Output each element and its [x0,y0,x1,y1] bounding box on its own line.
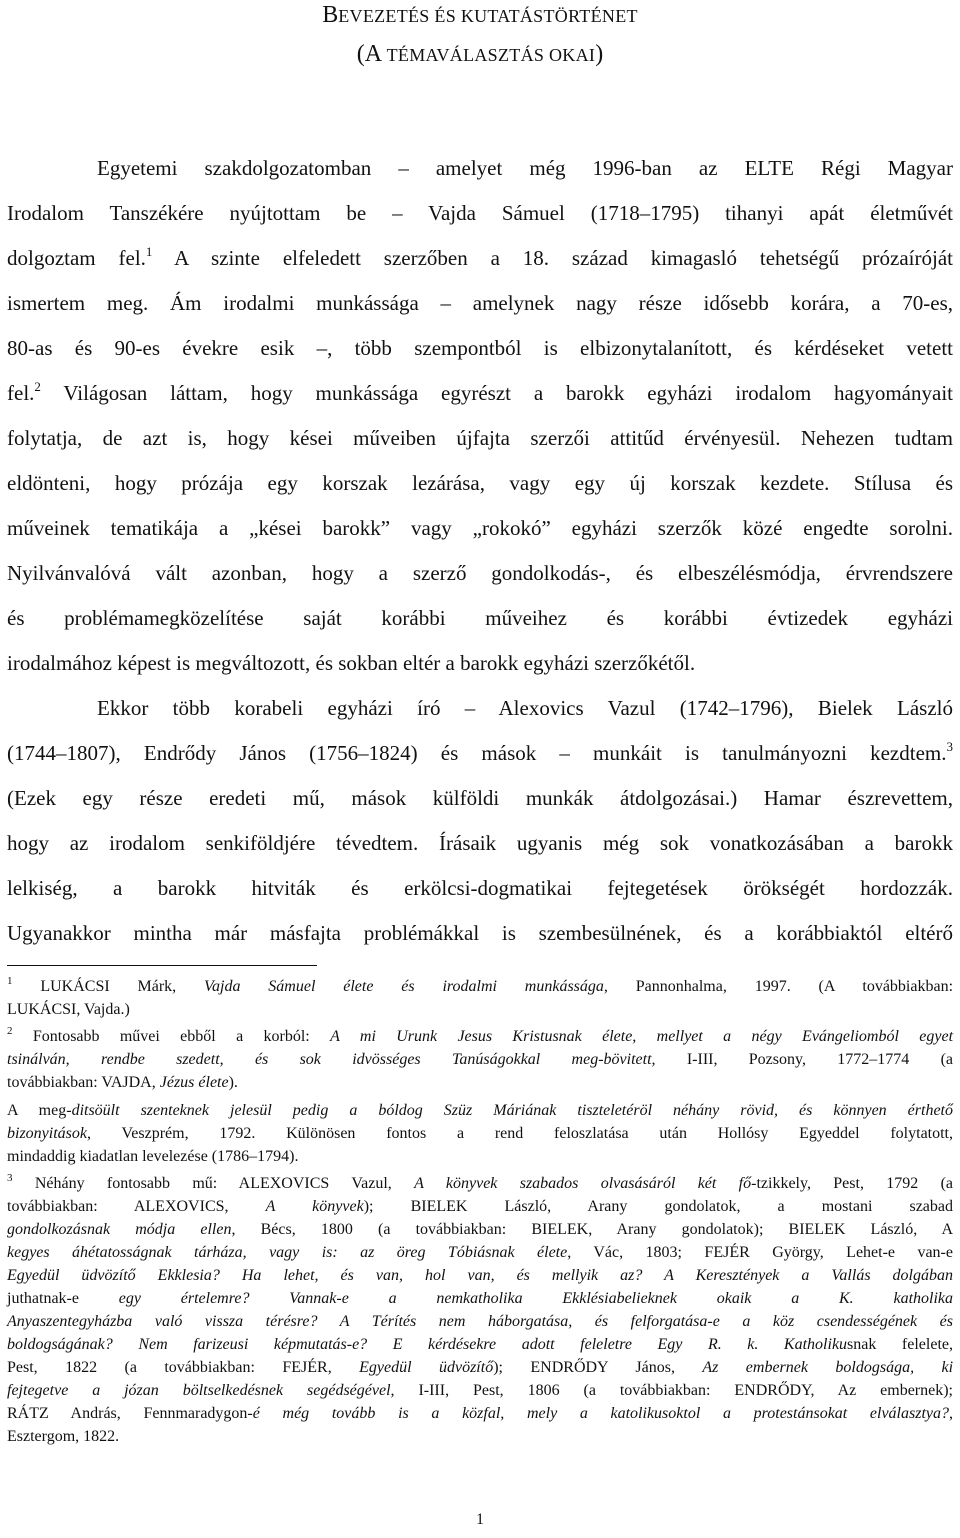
footnote-line: Esztergom, 1822. [7,1428,120,1445]
body-line: folytatja, de azt is, hogy kései műveiben újfajta szerzői attitűd érvényesül. Nehezen tudtam [7,426,953,450]
footnote-line: kegyes áhétatosságnak tárháza, vagy is: az öreg Tóbiásnak élete, Vác, 1803; FEJÉR György, Lehet-e van-e [7,1244,953,1261]
footnote-line: továbbiakban: VAJDA, Jézus élete). [7,1074,238,1091]
footnote-line: RÁTZ András, Fennmaradygon-é még tovább is a közfal, mely a katolikusoktol a protestánsokat elválasztya?, [7,1405,954,1422]
title-text: EVEZETÉS ÉS KUTATÁSTÖRTÉNET [338,6,638,26]
body-line: ismertem meg. Ám irodalmi munkássága – amelynek nagy része idősebb korára, a 70-es, [7,291,953,315]
body-line: Egyetemi szakdolgozatomban – amelyet még 1996-ban az ELTE Régi Magyar [97,156,953,180]
footnote-line: tsinálván, rendbe szedett, és sok idvösséges Tanúságokkal meg-bövitett, I-III, Pozsony, 1772–1774 (a [7,1051,953,1068]
footnote-divider [7,965,317,966]
footnote-line: LUKÁCSI, Vajda.) [7,1001,130,1018]
footnote-line: $^3$ Néhány fontosabb mű: ALEXOVICS Vazul, A könyvek szabados olvasásáról két fő-tzikkely, Pest, 1792 (a [7,1172,954,1192]
footnote-line: juthatnak-e egy értelemre? Vannak-e a nemkatholika Ekklésiabelieknek okaik a K. katholika [7,1290,954,1307]
footnote-line: A meg-ditsöült szenteknek jelesül pedig a bóldog Szüz Máriának tiszteletéröl néhány rövid, és könnyen érthető [7,1102,954,1119]
footnote-line: gondolkozásnak módja ellen, Bécs, 1800 (a továbbiakban: BIELEK, Arany gondolatok); BIELEK László, A [7,1221,953,1238]
footnote-ref[interactable]: 2 [34,379,41,394]
body-line: műveinek tematikája a „kései barokk” vagy „rokokó” egyházi szerzők közé engedte sorolni. [7,516,953,540]
body-line: 80-as és 90-es évekre esik –, több szempontból is elbizonytalanított, és kérdéseket vetett [7,336,953,360]
footnote-line: Pest, 1822 (a továbbiakban: FEJÉR, Egyedül üdvözítő); ENDRŐDY János, Az embernek boldogsága, ki [7,1359,954,1376]
footnote-number: 2 [7,1025,13,1037]
footnote-line: Egyedül üdvözítő Ekklesia? Ha lehet, és van, hol van, és mellyik az? A Keresztények a Vallás dolgában [7,1267,953,1284]
footnote-line: mindaddig kiadatlan levelezése (1786–1794). [7,1148,299,1165]
footnote-line: $^1$ LUKÁCSI Márk, Vajda Sámuel élete és irodalmi munkássága, Pannonhalma, 1997. (A továbbiakban: [7,975,954,995]
body-line: Irodalom Tanszékére nyújtottam be – Vajda Sámuel (1718–1795) tihanyi apát életművét [7,201,953,225]
body-line: Ekkor több korabeli egyházi író – Alexovics Vazul (1742–1796), Bielek László [97,696,953,720]
footnote-line: továbbiakban: ALEXOVICS, A könyvek); BIELEK László, Arany gondolatok, a mostani szabad [7,1198,954,1215]
subtitle-initial: A [364,41,383,67]
body-line: irodalmához képest is megváltozott, és sokban eltér a barokk egyházi szerzőkétől. [7,651,696,675]
footnote-number: 3 [7,1172,13,1184]
body-line: (Ezek egy része eredeti mű, mások külföldi munkák átdolgozásai.) Hamar észrevettem, [7,786,953,810]
footnote-line: boldogságának? Nem farizeusi képmutatás-e? E kérdésekre adott feleletre Egy R. k. Katholikusnak felelete, [7,1336,953,1353]
body-line: eldönteni, hogy prózája egy korszak lezárása, vagy egy új korszak kezdete. Stílusa és [7,471,953,495]
footnote-number: 1 [7,975,13,987]
title-initial: B [322,2,339,28]
footnote-line: fejtegetve a józan böltselkedésnek segédségével, I-III, Pest, 1806 (a továbbiakban: ENDRŐDY, Az embernek); [7,1382,953,1399]
subtitle-text: TÉMAVÁLASZTÁS OKAI [382,45,596,65]
footnote-ref[interactable]: 3 [946,739,953,754]
footnote-line: $^2$ Fontosabb művei ebből a korból: A mi Urunk Jesus Kristusnak élete, mellyet a négy Evángeliomból egyet [7,1025,954,1045]
body-line: és problémamegközelítése saját korábbi műveihez és korábbi évtizedek egyházi [7,606,953,630]
chapter-subtitle [0,41,960,68]
body-line: dolgoztam fel.$^1$ A szinte elfeledett szerzőben a 18. század kimagasló tehetségű prózaíróját [7,244,953,270]
footnote-line: bizonyitások, Veszprém, 1792. Különösen fontos a rend feloszlatása után Hollósy Egyeddel folytatott, [7,1125,953,1142]
body-line: Ugyanakkor mintha már másfajta problémákkal is szembesülnének, és a korábbiaktól eltérő [7,921,953,945]
subtitle-close-paren: ) [595,41,604,67]
body-line: (1744–1807), Endrődy János (1756–1824) és mások – munkáit is tanulmányozni kezdtem.$^3$ [7,739,953,765]
page-number: 1 [476,1511,484,1528]
body-line: lelkiség, a barokk hitviták és erkölcsi-dogmatikai fejtegetések örökségét hordozzák. [7,876,953,900]
footnote-line: Anyaszentegyházba való vissza térésre? A Térítés nem háborgatása, és felforgatása-e a köz csendességének és [7,1313,953,1330]
footnote-ref[interactable]: 1 [145,244,153,259]
chapter-title [0,2,960,29]
body-line: Nyilvánvalóvá vált azonban, hogy a szerző gondolkodás-, és elbeszélésmódja, érvrendszere [7,561,953,585]
body-line: fel.$^2$ Világosan láttam, hogy munkássága egyrészt a barokk egyházi irodalom hagyományait [7,379,953,405]
subtitle-open-paren: ( [356,41,365,67]
body-line: hogy az irodalom senkiföldjére tévedtem. Írásaik ugyanis még sok vonatkozásában a barokk [7,831,953,855]
